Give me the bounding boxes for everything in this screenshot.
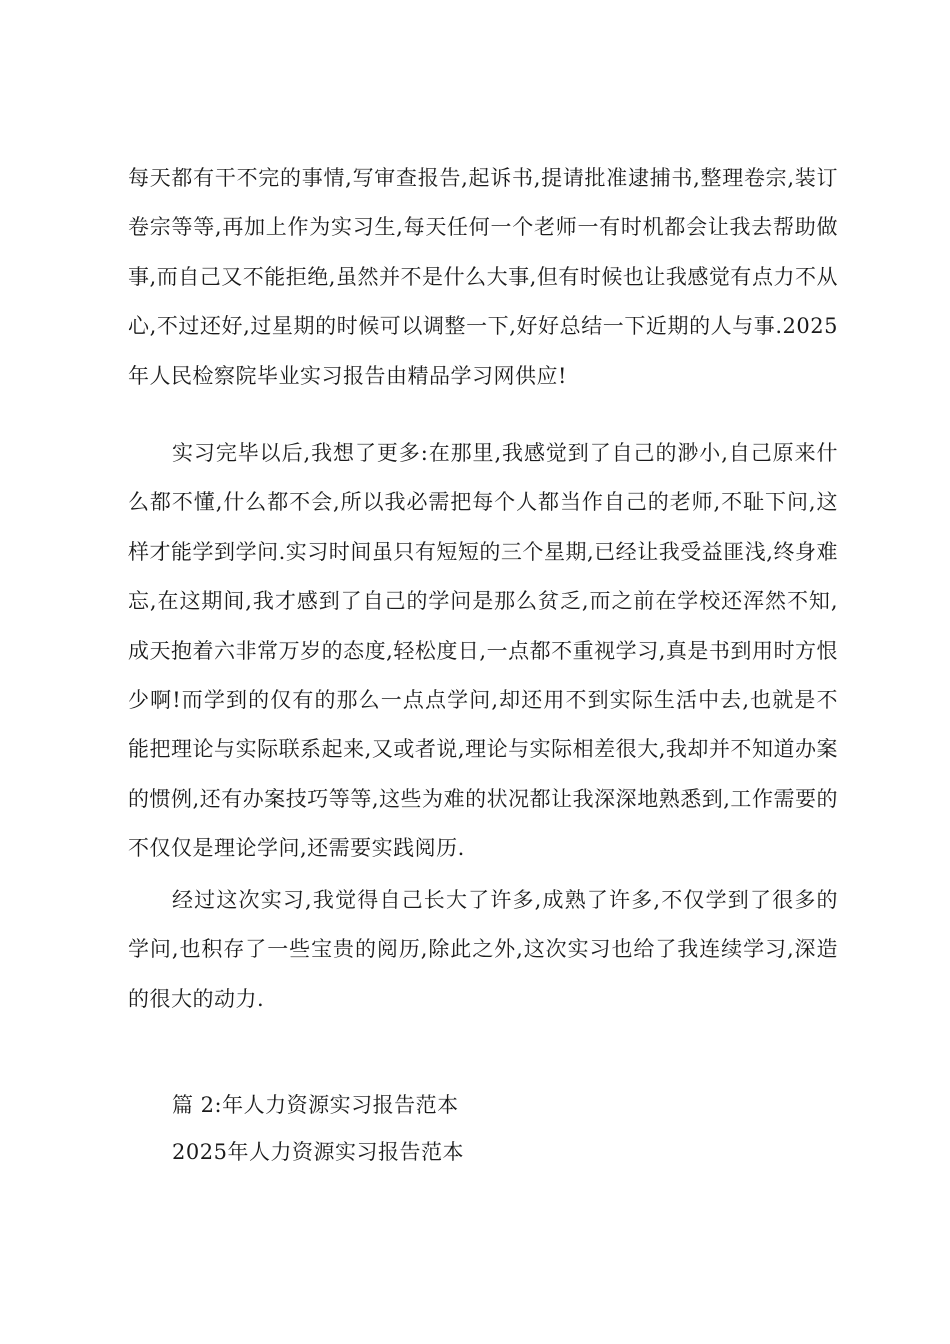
paragraph-reflection: 实习完毕以后,我想了更多:在那里,我感觉到了自己的渺小,自己原来什么都不懂,什么都不会,所以我必需把每个人都当作自己的老师,不耻下问,这样才能学到学问.实习时间虽只有短短的三个星期,已经让我受益匪浅,终身难忘,在这期间,我才感到了自己的学问是那么贫乏,而之前在学校还浑然不知,成天抱着六非常万岁的态度,轻松度日,一点都不重视学习,真是书到用时方恨少啊!而学到的仅有的那么一点点学问,却还用不到实际生活中去,也就是不能把理论与实际联系起来,又或者说,理论与实际相差很大,我却并不知道办案的惯例,还有办案技巧等等,这些为难的状况都让我深深地熟悉到,工作需要的不仅仅是理论学问,还需要实践阅历. <box>128 441 838 861</box>
section-heading: 篇 2:年人力资源实习报告范本 <box>172 1093 459 1117</box>
paragraph-conclusion: 经过这次实习,我觉得自己长大了许多,成熟了许多,不仅学到了很多的学问,也积存了一些宝贵的阅历,除此之外,这次实习也给了我连续学习,深造的很大的动力. <box>128 888 838 1011</box>
paragraph-workload: 每天都有干不完的事情,写审查报告,起诉书,提请批准逮捕书,整理卷宗,装订卷宗等等,再加上作为实习生,每天任何一个老师一有时机都会让我去帮助做事,而自己又不能拒绝,虽然并不是什么大事,但有时候也让我感觉有点力不从心,不过还好,过星期的时候可以调整一下,好好总结一下近期的人与事.2025年人民检察院毕业实习报告由精品学习网供应! <box>128 166 838 388</box>
section-title: 2025年人力资源实习报告范本 <box>172 1140 464 1164</box>
